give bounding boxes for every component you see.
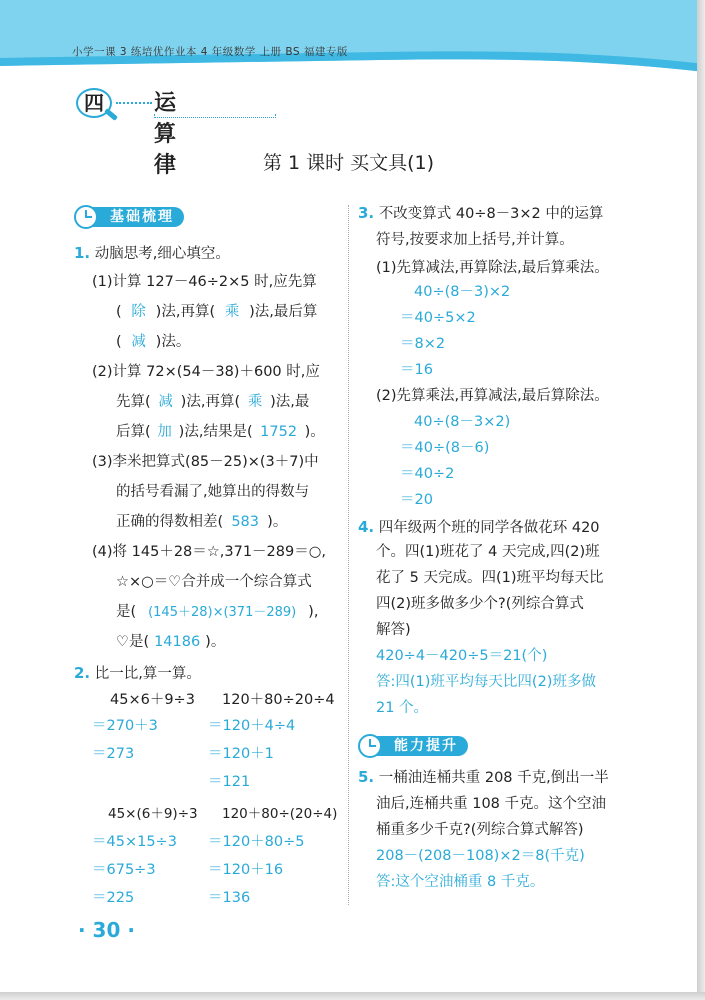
q2-d-expr: 120＋80÷(20÷4): [222, 806, 338, 822]
question-text: 四年级两个班的同学各做花环 420: [378, 520, 600, 536]
q1-part4-line4: [116, 634, 225, 651]
q5-line: 油后,连桶共重 108 千克。这个空油: [376, 796, 607, 812]
page-number: · 30 ·: [78, 918, 135, 942]
text: )法,最后算: [249, 304, 318, 320]
question-stem: 动脑思考,细心填空。: [94, 246, 230, 262]
q4-line: 花了 5 天完成。四(1)班平均每天比: [376, 570, 604, 586]
q1-part2-line1: (2)计算 72×(54－38)＋600 时,应: [92, 364, 320, 380]
clock-icon: [358, 734, 382, 758]
q4-line: 个。四(1)班花了 4 天完成,四(2)班: [376, 544, 600, 560]
q4-answer-text: 21 个。: [376, 700, 429, 716]
text: ),: [308, 604, 319, 620]
text: (: [116, 334, 122, 350]
q4-line: 解答): [376, 622, 411, 638]
q4-answer-formula: 420÷4－420÷5＝21(个): [376, 648, 548, 664]
q1-part1-line3: [116, 334, 190, 351]
clock-icon: [74, 205, 98, 229]
q2-b-step: ＝120＋1: [208, 746, 274, 762]
q2-a-step: ＝273: [92, 746, 135, 762]
q1-part3-line3: [116, 514, 287, 531]
lesson-title: 第 1 课时 买文具(1): [262, 152, 435, 174]
text: 后算(: [116, 424, 151, 440]
q5-line: 桶重多少千克?(列综合算式解答): [376, 822, 584, 838]
question-number: 3.: [358, 204, 375, 222]
chapter-title: 运算律: [154, 91, 179, 178]
question-4: [358, 518, 600, 537]
answer: 减: [131, 334, 146, 350]
answer: 乘: [247, 394, 263, 410]
q2-b-expr: 120＋80÷20÷4: [222, 692, 335, 708]
q1-part4-line1: (4)将 145＋28＝☆,371－289＝○,: [92, 544, 326, 560]
q1-part1-line1: (1)计算 127－46÷2×5 时,应先算: [92, 274, 317, 290]
q2-a-expr: 45×6＋9÷3: [110, 692, 195, 708]
question-1: [74, 244, 230, 263]
q5-answer-formula: 208－(208－108)×2＝8(千克): [376, 848, 585, 864]
q3-part2: (2)先算乘法,再算减法,最后算除法。: [376, 388, 609, 404]
q2-c-step: ＝45×15÷3: [92, 834, 177, 850]
q2-d-step: ＝120＋16: [208, 862, 284, 878]
answer: 减: [158, 394, 173, 410]
question-text: 不改变算式 40÷8－3×2 中的运算: [378, 206, 604, 222]
text: (: [116, 304, 122, 320]
text: )。: [267, 514, 288, 530]
question-2: [74, 664, 201, 683]
question-5: [358, 768, 609, 787]
q3-line2: 符号,按要求加上括号,并计算。: [376, 232, 574, 248]
q2-c-step: ＝675÷3: [92, 862, 156, 878]
question-3: [358, 204, 603, 223]
text: )法。: [155, 334, 191, 350]
q4-answer-text: 答:四(1)班平均每天比四(2)班多做: [376, 674, 596, 690]
question-number: 4.: [358, 518, 375, 536]
chapter-number: 四: [76, 88, 112, 118]
q3-step: ＝40÷(8－6): [400, 440, 490, 456]
q3-step: ＝40÷5×2: [400, 310, 476, 326]
question-number: 1.: [74, 244, 91, 262]
magnifier-handle-icon: [104, 108, 118, 121]
q1-part4-line3: [116, 604, 318, 621]
answer: 583: [231, 514, 260, 530]
text: )法,结果是(: [178, 424, 253, 440]
text: 先算(: [116, 394, 151, 410]
q1-part4-line2: ☆×○＝♡合并成一个综合算式: [116, 574, 312, 590]
q2-b-step: ＝120＋4÷4: [208, 718, 296, 734]
q2-a-step: ＝270＋3: [92, 718, 158, 734]
q2-c-step: ＝225: [92, 890, 135, 906]
question-number: 5.: [358, 768, 375, 786]
q1-part3-line1: (3)李米把算式(85－25)×(3＋7)中: [92, 454, 319, 470]
q2-b-step: ＝121: [208, 774, 251, 790]
q3-step: ＝20: [400, 492, 433, 508]
book-header: 小学一课 3 练培优作业本 4 年级数学 上册 BS 福建专版: [72, 46, 348, 58]
question-text: 一桶油连桶共重 208 千克,倒出一半: [378, 770, 609, 786]
text: )法,再算(: [155, 304, 216, 320]
q4-line: 四(2)班多做多少个?(列综合算式: [376, 596, 584, 612]
q5-answer-text: 答:这个空油桶重 8 千克。: [376, 874, 545, 890]
text: )法,再算(: [180, 394, 241, 410]
dotted-connector: [116, 102, 152, 104]
page-shadow-right: [697, 0, 705, 1000]
text: 是(: [116, 604, 137, 620]
section-label: 能力提升: [372, 736, 468, 756]
page-shadow-bottom: [0, 992, 705, 1000]
question-stem: 比一比,算一算。: [94, 666, 201, 682]
q1-part2-line3: [116, 424, 325, 441]
answer: 加: [157, 424, 172, 440]
q3-step: 40÷(8－3)×2: [414, 284, 511, 300]
q1-part3-line2: 的括号看漏了,她算出的得数与: [116, 484, 310, 500]
q3-step: 40÷(8－3×2): [414, 414, 511, 430]
q3-step: ＝40÷2: [400, 466, 455, 482]
q2-d-step: ＝120＋80÷5: [208, 834, 305, 850]
header-band: [0, 0, 697, 80]
text: 正确的得数相差(: [116, 514, 224, 530]
column-divider: [348, 205, 349, 905]
chapter-underline: [154, 114, 276, 118]
q2-c-expr: 45×(6＋9)÷3: [108, 806, 198, 822]
q1-part2-line2: [116, 394, 309, 411]
answer: 1752: [260, 424, 298, 440]
text: ♡是(: [116, 634, 150, 650]
answer: (145＋28)×(371－289): [148, 605, 297, 620]
answer: 乘: [224, 304, 240, 320]
text: )。: [304, 424, 325, 440]
question-number: 2.: [74, 664, 91, 682]
q2-d-step: ＝136: [208, 890, 251, 906]
q1-part1-line2: [116, 304, 317, 321]
answer: 14186: [154, 634, 201, 650]
answer: 除: [131, 304, 146, 320]
text: )。: [205, 634, 226, 650]
q3-step: ＝8×2: [400, 336, 446, 352]
q3-part1: (1)先算减法,再算除法,最后算乘法。: [376, 260, 609, 276]
section-label: 基础梳理: [88, 207, 184, 227]
q3-step: ＝16: [400, 362, 433, 378]
text: )法,最: [270, 394, 310, 410]
